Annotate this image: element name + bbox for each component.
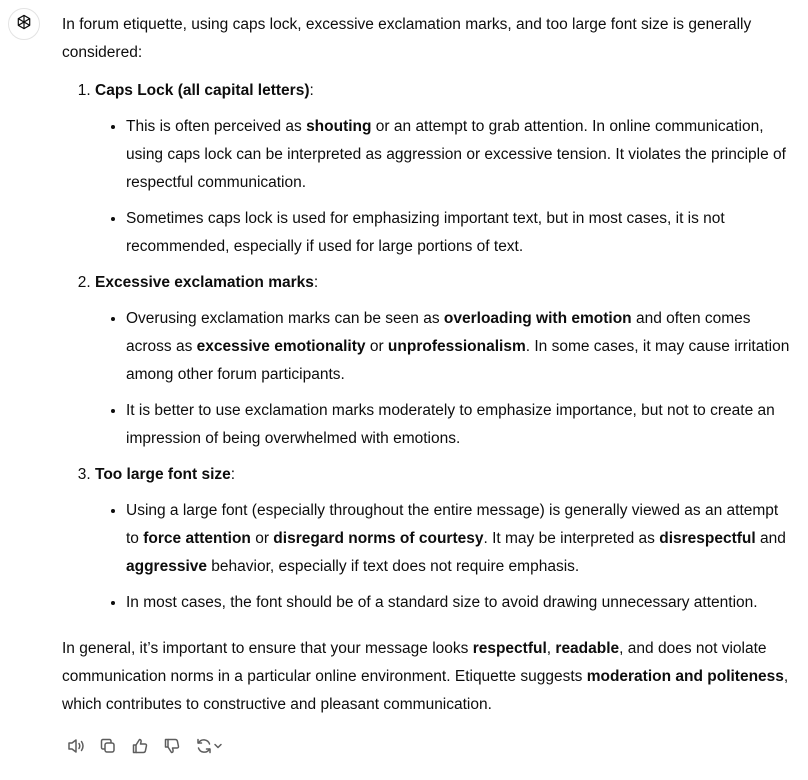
list-item-caps-lock: 1. Caps Lock (all capital letters): • This is often perceived as shouting or an attempt to grab attention. In online communication, using caps lock can be interpreted as aggression or excessive tension. It violates the principle of respectful communication. • Sometimes caps lock is used for emphasizing important text, but in most cases, it is not recommended, especially if used for large portions of text. [95,77,792,261]
thumbs-down-icon [163,737,181,755]
summary-paragraph: In general, it’s important to ensure that your message looks respectful, readable, and does not violate communication norms in a particular online environment. Etiquette suggests moderation and politeness, which contributes to constructive and pleasant communication. [62,640,789,713]
bullet-item: • In most cases, the font should be of a standard size to avoid drawing unnecessary attention. [126,589,792,617]
bullet-item: • Overusing exclamation marks can be seen as overloading with emotion and often comes across as excessive emotionality or unprofessionalism. In some cases, it may cause irritation among other forum participants. [126,305,792,389]
bullet-item: • It is better to use exclamation marks moderately to emphasize importance, but not to create an impression of being overwhelmed with emotions. [126,397,792,453]
intro-paragraph: In forum etiquette, using caps lock, excessive exclamation marks, and too large font size is generally considered: [62,16,752,61]
thumbs-up-button[interactable] [128,736,152,756]
bullet-item: • This is often perceived as shouting or an attempt to grab attention. In online communication, using caps lock can be interpreted as aggression or excessive tension. It violates the principle of respectful communication. [126,113,792,197]
list-item-title: Too large font size [95,466,231,483]
numbered-list [62,77,792,617]
read-aloud-icon [66,737,86,755]
message-body [62,11,792,719]
bullet-item: • Using a large font (especially throughout the entire message) is generally viewed as an attempt to force attention or disregard norms of courtesy. It may be interpreted as disrespectful and aggressive behavior, especially if text does not require emphasis. [126,497,792,581]
list-item-title: Excessive exclamation marks [95,274,314,291]
list-item-title: Caps Lock (all capital letters) [95,82,310,99]
openai-logo-icon [15,13,33,36]
copy-button[interactable] [96,736,120,756]
bullet-list [95,305,792,453]
thumbs-up-icon [131,737,149,755]
regenerate-button[interactable] [192,736,226,756]
list-item-font-size: 3. Too large font size: • Using a large font (especially throughout the entire message) is generally viewed as an attempt to force attention or disregard norms of courtesy. It may be interpreted as disrespectful and aggressive behavior, especially if text does not require emphasis. • In most cases, the font should be of a standard size to avoid drawing unnecessary attention. [95,461,792,617]
message-actions [64,736,226,756]
bullet-item: • Sometimes caps lock is used for emphasizing important text, but in most cases, it is not recommended, especially if used for large portions of text. [126,205,792,261]
thumbs-down-button[interactable] [160,736,184,756]
assistant-avatar [8,8,40,40]
regenerate-icon [195,737,213,755]
bullet-list [95,497,792,617]
copy-icon [99,737,117,755]
list-item-exclamation: 2. Excessive exclamation marks: • Overusing exclamation marks can be seen as overloading with emotion and often comes across as excessive emotionality or unprofessionalism. In some cases, it may cause irritation among other forum participants. • It is better to use exclamation marks moderately to emphasize importance, but not to create an impression of being overwhelmed with emotions. [95,269,792,453]
chevron-down-icon [213,741,223,751]
bullet-list [95,113,792,261]
read-aloud-button[interactable] [64,736,88,756]
